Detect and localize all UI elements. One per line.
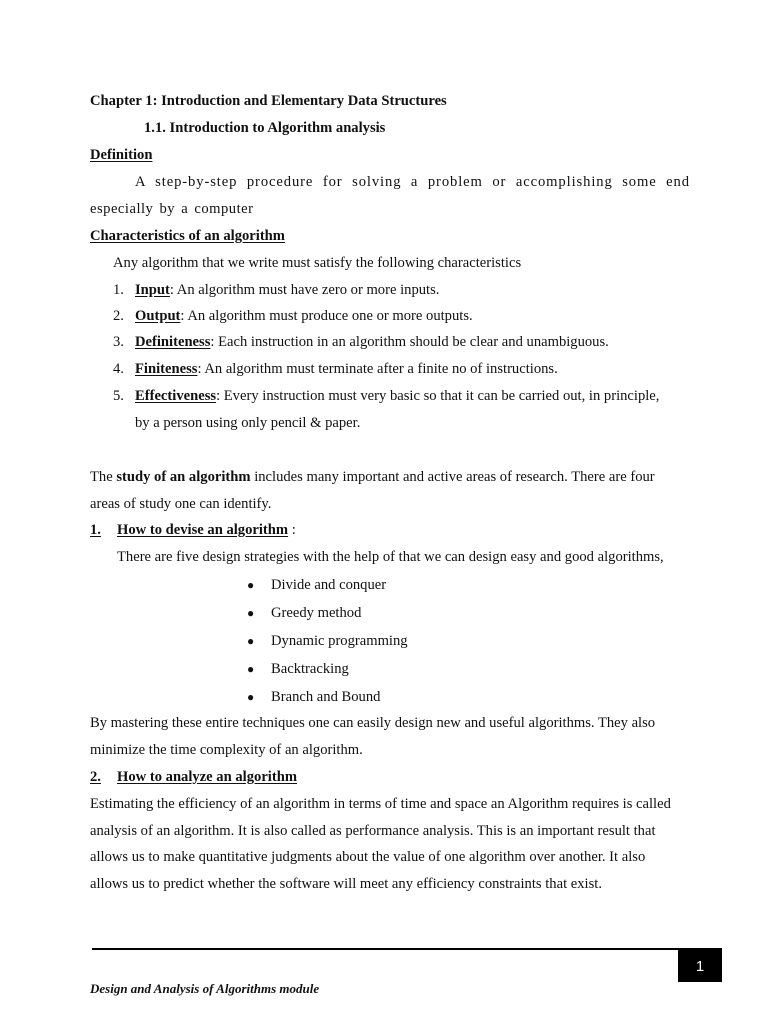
characteristics-heading: Characteristics of an algorithm (90, 228, 285, 244)
list-item-continuation: by a person using only pencil & paper. (135, 415, 361, 431)
analyze-heading (90, 767, 297, 787)
study-pre: The (90, 469, 117, 485)
list-item (247, 575, 386, 595)
devise-heading-number: 1. (90, 522, 101, 538)
footer-text: Design and Analysis of Algorithms module (90, 981, 320, 996)
devise-intro: There are five design strategies with the help of that we can design easy and good algorithms, (117, 549, 664, 565)
strategy-label: Greedy method (271, 605, 362, 621)
list-item (113, 386, 659, 406)
list-item-number: 1. (113, 282, 124, 298)
definition-text-line2: especially by a computer (90, 201, 254, 217)
list-item-text: : An algorithm must produce one or more outputs. (180, 308, 473, 324)
analyze-paragraph-line4: allows us to predict whether the software will meet any efficiency constraints that exist. (90, 876, 602, 892)
strategy-label: Backtracking (271, 661, 349, 677)
devise-heading (90, 520, 296, 540)
section-title: 1.1. Introduction to Algorithm analysis (144, 120, 386, 136)
list-item-term: Definiteness (135, 334, 211, 350)
analyze-paragraph-line1: Estimating the efficiency of an algorithm in terms of time and space an Algorithm requires is called (90, 796, 671, 812)
study-paragraph-line2: areas of study one can identify. (90, 496, 272, 512)
definition-heading: Definition (90, 147, 153, 163)
characteristics-intro: Any algorithm that we write must satisfy the following characteristics (113, 255, 522, 271)
list-item (113, 359, 558, 379)
study-bold: study of an algorithm (116, 469, 251, 485)
study-paragraph-line1 (90, 467, 655, 487)
strategy-label: Divide and conquer (271, 577, 387, 593)
list-item-number: 4. (113, 361, 124, 377)
bullet-icon: ● (247, 578, 255, 592)
list-item-text: : Every instruction must very basic so that it can be carried out, in principle, (216, 388, 660, 404)
list-item-number: 3. (113, 334, 124, 350)
list-item-term: Finiteness (135, 361, 198, 377)
list-item (247, 687, 380, 707)
list-item-number: 5. (113, 388, 124, 404)
strategy-label: Branch and Bound (271, 689, 381, 705)
analyze-heading-number: 2. (90, 769, 101, 785)
page-number: 1 (678, 950, 722, 982)
list-item (247, 603, 361, 623)
list-item-term: Output (135, 308, 181, 324)
list-item-text: : Each instruction in an algorithm should be clear and unambiguous. (210, 334, 609, 350)
devise-heading-suffix: : (288, 522, 296, 538)
list-item (113, 332, 609, 352)
list-item (247, 659, 349, 679)
list-item-text: : An algorithm must have zero or more inputs. (169, 282, 440, 298)
analyze-paragraph-line2: analysis of an algorithm. It is also called as performance analysis. This is an important result that (90, 823, 656, 839)
list-item-term: Input (135, 282, 170, 298)
list-item-number: 2. (113, 308, 124, 324)
analyze-paragraph-line3: allows us to make quantitative judgments about the value of one algorithm over another. It also (90, 849, 646, 865)
list-item (113, 306, 473, 326)
bullet-icon: ● (247, 634, 255, 648)
list-item-term: Effectiveness (135, 388, 217, 404)
study-post: includes many important and active areas of research. There are four (250, 469, 655, 485)
bullet-icon: ● (247, 690, 255, 704)
bullet-icon: ● (247, 606, 255, 620)
bullet-icon: ● (247, 662, 255, 676)
devise-closing-line2: minimize the time complexity of an algorithm. (90, 742, 363, 758)
analyze-heading-text: How to analyze an algorithm (117, 769, 297, 785)
list-item (247, 631, 408, 651)
list-item-text: : An algorithm must terminate after a finite no of instructions. (197, 361, 558, 377)
devise-heading-text: How to devise an algorithm (117, 522, 289, 538)
footer-divider (92, 948, 722, 950)
strategy-label: Dynamic programming (271, 633, 408, 649)
definition-text-line1: A step-by-step procedure for solving a problem or accomplishing some end (135, 174, 690, 190)
list-item (113, 280, 439, 300)
devise-closing-line1: By mastering these entire techniques one can easily design new and useful algorithms. They also (90, 715, 656, 731)
chapter-title: Chapter 1: Introduction and Elementary Data Structures (90, 93, 447, 109)
